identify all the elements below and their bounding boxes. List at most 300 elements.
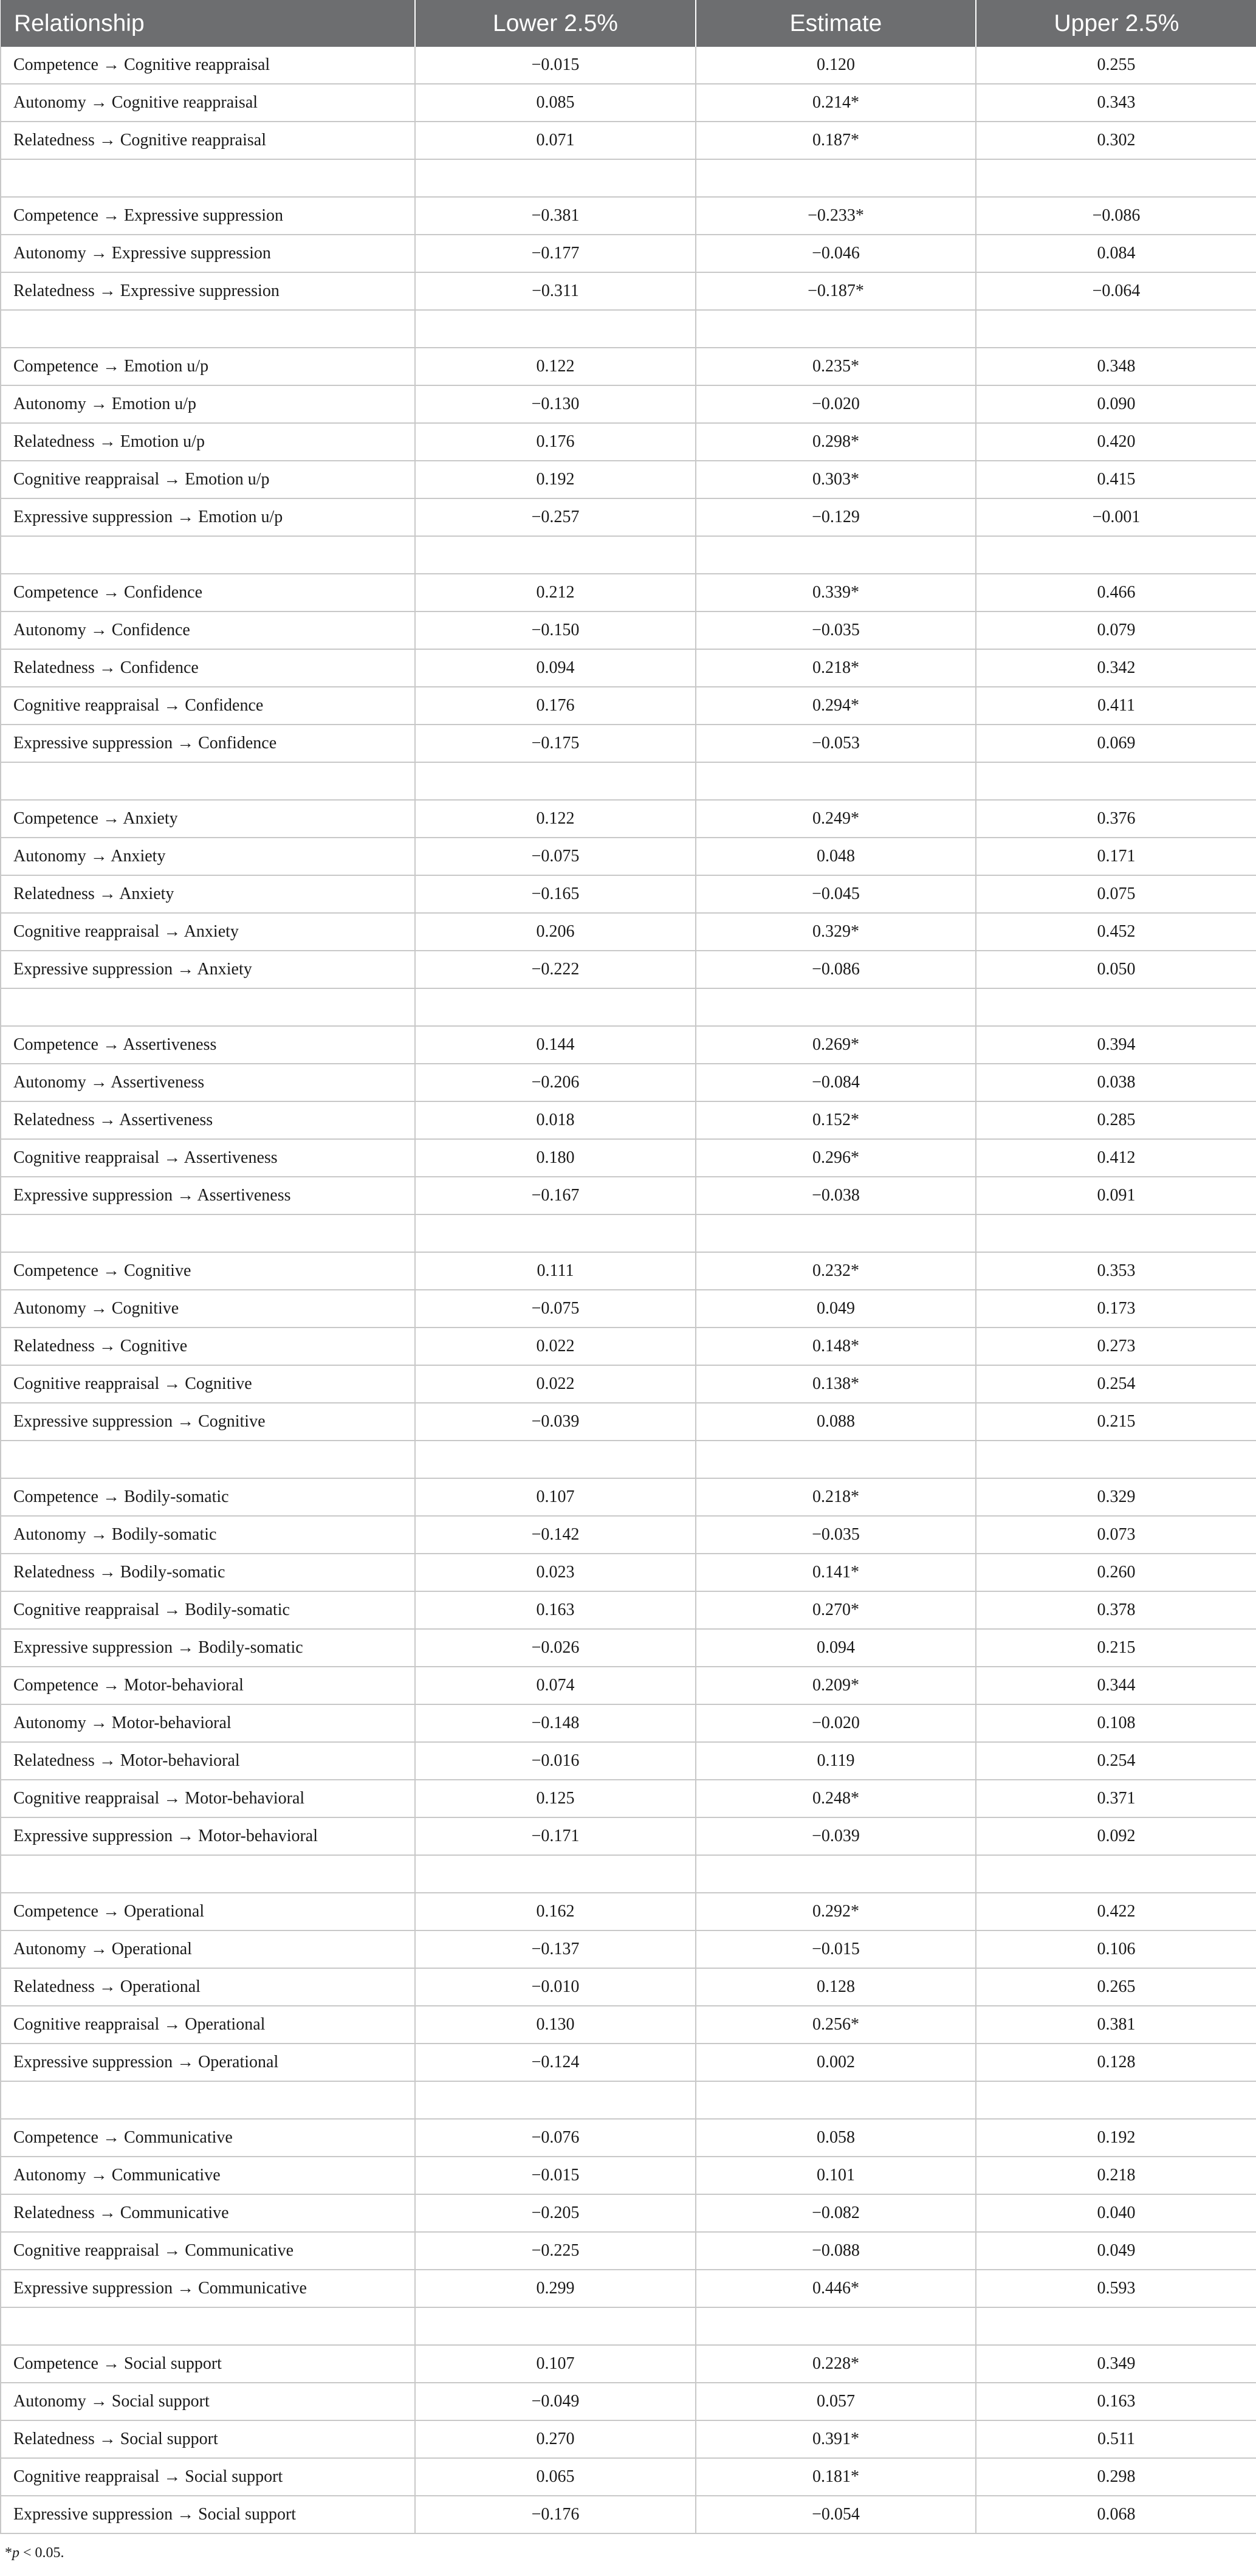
table-row	[1, 2006, 1256, 2044]
table-row	[1, 1139, 1256, 1177]
upper-cell: 0.343	[976, 84, 1256, 122]
estimate-cell: 0.138*	[696, 1365, 976, 1403]
estimate-cell: −0.086	[696, 951, 976, 988]
relationship-cell: Relatedness → Expressive suppression	[1, 272, 415, 310]
upper-cell: 0.050	[976, 951, 1256, 988]
relationship-cell: Relatedness → Social support	[1, 2420, 415, 2458]
upper-cell: 0.192	[976, 2119, 1256, 2157]
upper-cell: 0.091	[976, 1177, 1256, 1214]
upper-cell: 0.298	[976, 2458, 1256, 2496]
relationship-cell: Expressive suppression → Social support	[1, 2496, 415, 2533]
lower-cell: −0.175	[415, 725, 696, 762]
upper-cell: 0.254	[976, 1365, 1256, 1403]
lower-cell: −0.311	[415, 272, 696, 310]
lower-cell: −0.137	[415, 1930, 696, 1968]
empty-cell	[696, 762, 976, 800]
upper-cell: 0.348	[976, 348, 1256, 385]
relationship-cell: Autonomy → Social support	[1, 2383, 415, 2420]
relationship-cell: Autonomy → Cognitive reappraisal	[1, 84, 415, 122]
relationship-cell: Competence → Operational	[1, 1893, 415, 1930]
estimate-cell: −0.015	[696, 1930, 976, 1968]
empty-cell	[696, 536, 976, 574]
estimate-cell: 0.228*	[696, 2345, 976, 2383]
upper-cell: 0.378	[976, 1591, 1256, 1629]
estimate-cell: 0.187*	[696, 122, 976, 159]
empty-cell	[696, 1214, 976, 1252]
relationship-cell: Relatedness → Bodily-somatic	[1, 1554, 415, 1591]
empty-cell	[976, 310, 1256, 348]
relationship-cell: Competence → Bodily-somatic	[1, 1478, 415, 1516]
group-separator-row	[1, 762, 1256, 800]
empty-cell	[415, 1441, 696, 1478]
table-row	[1, 461, 1256, 498]
lower-cell: 0.212	[415, 574, 696, 611]
estimate-cell: 0.270*	[696, 1591, 976, 1629]
table-row	[1, 1893, 1256, 1930]
empty-cell	[415, 536, 696, 574]
table-row	[1, 1554, 1256, 1591]
upper-cell: 0.073	[976, 1516, 1256, 1554]
estimate-cell: −0.053	[696, 725, 976, 762]
upper-cell: 0.218	[976, 2157, 1256, 2194]
group-separator-row	[1, 310, 1256, 348]
estimate-cell: 0.181*	[696, 2458, 976, 2496]
estimate-cell: 0.256*	[696, 2006, 976, 2044]
estimate-cell: 0.249*	[696, 800, 976, 838]
lower-cell: −0.076	[415, 2119, 696, 2157]
empty-cell	[976, 762, 1256, 800]
estimate-cell: −0.038	[696, 1177, 976, 1214]
upper-cell: 0.302	[976, 122, 1256, 159]
lower-cell: 0.085	[415, 84, 696, 122]
upper-cell: 0.285	[976, 1101, 1256, 1139]
empty-cell	[415, 2081, 696, 2119]
estimate-cell: 0.088	[696, 1403, 976, 1441]
lower-cell: −0.010	[415, 1968, 696, 2006]
relationship-cell: Expressive suppression → Confidence	[1, 725, 415, 762]
relationship-cell: Cognitive reappraisal → Social support	[1, 2458, 415, 2496]
table-row	[1, 2270, 1256, 2307]
lower-cell: 0.176	[415, 423, 696, 461]
lower-cell: 0.122	[415, 800, 696, 838]
estimate-cell: 0.218*	[696, 1478, 976, 1516]
empty-cell	[1, 762, 415, 800]
upper-cell: 0.593	[976, 2270, 1256, 2307]
table-row	[1, 1704, 1256, 1742]
group-separator-row	[1, 1214, 1256, 1252]
relationship-cell: Autonomy → Communicative	[1, 2157, 415, 2194]
relationship-cell: Cognitive reappraisal → Operational	[1, 2006, 415, 2044]
upper-cell: 0.106	[976, 1930, 1256, 1968]
relationship-cell: Cognitive reappraisal → Confidence	[1, 687, 415, 725]
empty-cell	[415, 1214, 696, 1252]
lower-cell: −0.167	[415, 1177, 696, 1214]
estimate-cell: 0.446*	[696, 2270, 976, 2307]
relationship-cell: Competence → Motor-behavioral	[1, 1667, 415, 1704]
lower-cell: 0.163	[415, 1591, 696, 1629]
relationship-cell: Expressive suppression → Emotion u/p	[1, 498, 415, 536]
upper-cell: −0.064	[976, 272, 1256, 310]
table-row	[1, 2345, 1256, 2383]
upper-cell: 0.412	[976, 1139, 1256, 1177]
estimate-cell: 0.094	[696, 1629, 976, 1667]
table-row	[1, 1290, 1256, 1328]
lower-cell: −0.130	[415, 385, 696, 423]
relationship-cell: Autonomy → Motor-behavioral	[1, 1704, 415, 1742]
empty-cell	[976, 1855, 1256, 1893]
lower-cell: −0.124	[415, 2044, 696, 2081]
lower-cell: −0.016	[415, 1742, 696, 1780]
lower-cell: −0.026	[415, 1629, 696, 1667]
upper-cell: 0.371	[976, 1780, 1256, 1817]
lower-cell: −0.150	[415, 611, 696, 649]
estimate-cell: 0.148*	[696, 1328, 976, 1365]
empty-cell	[1, 988, 415, 1026]
table-row	[1, 1101, 1256, 1139]
upper-cell: 0.069	[976, 725, 1256, 762]
lower-cell: 0.094	[415, 649, 696, 687]
empty-cell	[1, 1441, 415, 1478]
lower-cell: 0.065	[415, 2458, 696, 2496]
estimate-cell: 0.303*	[696, 461, 976, 498]
upper-cell: 0.260	[976, 1554, 1256, 1591]
lower-cell: −0.015	[415, 47, 696, 84]
empty-cell	[415, 762, 696, 800]
table-row	[1, 47, 1256, 84]
group-separator-row	[1, 2081, 1256, 2119]
estimate-cell: −0.088	[696, 2232, 976, 2270]
lower-cell: −0.039	[415, 1403, 696, 1441]
group-separator-row	[1, 1441, 1256, 1478]
upper-cell: 0.215	[976, 1629, 1256, 1667]
relationship-cell: Cognitive reappraisal → Bodily-somatic	[1, 1591, 415, 1629]
upper-cell: 0.466	[976, 574, 1256, 611]
upper-cell: 0.038	[976, 1064, 1256, 1101]
relationship-cell: Expressive suppression → Cognitive	[1, 1403, 415, 1441]
lower-cell: −0.205	[415, 2194, 696, 2232]
lower-cell: 0.022	[415, 1328, 696, 1365]
estimate-cell: 0.218*	[696, 649, 976, 687]
upper-cell: 0.079	[976, 611, 1256, 649]
upper-cell: 0.254	[976, 1742, 1256, 1780]
upper-cell: 0.108	[976, 1704, 1256, 1742]
relationship-cell: Cognitive reappraisal → Emotion u/p	[1, 461, 415, 498]
upper-cell: 0.415	[976, 461, 1256, 498]
empty-cell	[696, 1855, 976, 1893]
lower-cell: 0.299	[415, 2270, 696, 2307]
relationship-cell: Expressive suppression → Communicative	[1, 2270, 415, 2307]
relationship-cell: Expressive suppression → Assertiveness	[1, 1177, 415, 1214]
empty-cell	[976, 2307, 1256, 2345]
upper-cell: 0.215	[976, 1403, 1256, 1441]
table-row	[1, 1780, 1256, 1817]
empty-cell	[1, 2081, 415, 2119]
lower-cell: 0.206	[415, 913, 696, 951]
header-estimate: Estimate	[696, 0, 976, 47]
upper-cell: 0.265	[976, 1968, 1256, 2006]
upper-cell: 0.511	[976, 2420, 1256, 2458]
lower-cell: 0.122	[415, 348, 696, 385]
estimate-cell: 0.120	[696, 47, 976, 84]
estimate-cell: −0.020	[696, 1704, 976, 1742]
empty-cell	[976, 536, 1256, 574]
upper-cell: 0.342	[976, 649, 1256, 687]
upper-cell: 0.353	[976, 1252, 1256, 1290]
lower-cell: 0.180	[415, 1139, 696, 1177]
group-separator-row	[1, 2307, 1256, 2345]
upper-cell: 0.273	[976, 1328, 1256, 1365]
table-row	[1, 1629, 1256, 1667]
estimate-cell: −0.129	[696, 498, 976, 536]
estimate-cell: 0.329*	[696, 913, 976, 951]
upper-cell: 0.171	[976, 838, 1256, 875]
table-row	[1, 272, 1256, 310]
lower-cell: 0.270	[415, 2420, 696, 2458]
table-row	[1, 649, 1256, 687]
group-separator-row	[1, 1855, 1256, 1893]
estimate-cell: 0.209*	[696, 1667, 976, 1704]
relationship-cell: Cognitive reappraisal → Motor-behavioral	[1, 1780, 415, 1817]
table-row	[1, 1252, 1256, 1290]
estimate-cell: 0.002	[696, 2044, 976, 2081]
table-row	[1, 800, 1256, 838]
lower-cell: 0.074	[415, 1667, 696, 1704]
relationship-cell: Competence → Communicative	[1, 2119, 415, 2157]
upper-cell: 0.329	[976, 1478, 1256, 1516]
estimate-cell: 0.248*	[696, 1780, 976, 1817]
upper-cell: 0.394	[976, 1026, 1256, 1064]
estimate-cell: 0.339*	[696, 574, 976, 611]
relationship-cell: Relatedness → Confidence	[1, 649, 415, 687]
relationship-cell: Relatedness → Cognitive reappraisal	[1, 122, 415, 159]
lower-cell: −0.142	[415, 1516, 696, 1554]
lower-cell: 0.125	[415, 1780, 696, 1817]
upper-cell: 0.349	[976, 2345, 1256, 2383]
estimate-cell: −0.020	[696, 385, 976, 423]
lower-cell: −0.015	[415, 2157, 696, 2194]
lower-cell: −0.049	[415, 2383, 696, 2420]
relationship-cell: Competence → Confidence	[1, 574, 415, 611]
empty-cell	[976, 1441, 1256, 1478]
empty-cell	[696, 988, 976, 1026]
relationship-cell: Cognitive reappraisal → Assertiveness	[1, 1139, 415, 1177]
table-row	[1, 1742, 1256, 1780]
table-row	[1, 1328, 1256, 1365]
lower-cell: −0.257	[415, 498, 696, 536]
estimate-cell: −0.082	[696, 2194, 976, 2232]
empty-cell	[1, 1855, 415, 1893]
header-lower: Lower 2.5%	[415, 0, 696, 47]
upper-cell: 0.344	[976, 1667, 1256, 1704]
table-row	[1, 687, 1256, 725]
table-row	[1, 423, 1256, 461]
lower-cell: 0.023	[415, 1554, 696, 1591]
group-separator-row	[1, 536, 1256, 574]
estimate-cell: 0.057	[696, 2383, 976, 2420]
estimate-cell: 0.269*	[696, 1026, 976, 1064]
table-row	[1, 385, 1256, 423]
relationship-cell: Competence → Anxiety	[1, 800, 415, 838]
estimate-cell: 0.214*	[696, 84, 976, 122]
lower-cell: −0.381	[415, 197, 696, 235]
table-row	[1, 2458, 1256, 2496]
header-relationship: Relationship	[1, 0, 415, 47]
estimate-cell: 0.235*	[696, 348, 976, 385]
table-row	[1, 197, 1256, 235]
upper-cell: 0.084	[976, 235, 1256, 272]
upper-cell: 0.128	[976, 2044, 1256, 2081]
table-row	[1, 1403, 1256, 1441]
upper-cell: 0.255	[976, 47, 1256, 84]
estimate-cell: 0.119	[696, 1742, 976, 1780]
table-row	[1, 2157, 1256, 2194]
lower-cell: 0.022	[415, 1365, 696, 1403]
estimate-cell: −0.045	[696, 875, 976, 913]
lower-cell: −0.075	[415, 838, 696, 875]
relationship-cell: Autonomy → Operational	[1, 1930, 415, 1968]
lower-cell: 0.018	[415, 1101, 696, 1139]
upper-cell: 0.381	[976, 2006, 1256, 2044]
estimate-cell: 0.296*	[696, 1139, 976, 1177]
estimate-cell: −0.187*	[696, 272, 976, 310]
empty-cell	[976, 1214, 1256, 1252]
lower-cell: −0.165	[415, 875, 696, 913]
upper-cell: 0.075	[976, 875, 1256, 913]
table-row	[1, 913, 1256, 951]
relationship-cell: Competence → Cognitive reappraisal	[1, 47, 415, 84]
lower-cell: 0.107	[415, 1478, 696, 1516]
lower-cell: 0.162	[415, 1893, 696, 1930]
empty-cell	[415, 310, 696, 348]
empty-cell	[696, 2081, 976, 2119]
empty-cell	[696, 2307, 976, 2345]
lower-cell: 0.111	[415, 1252, 696, 1290]
empty-cell	[696, 310, 976, 348]
relationship-cell: Relatedness → Emotion u/p	[1, 423, 415, 461]
upper-cell: 0.049	[976, 2232, 1256, 2270]
header-row	[1, 0, 1256, 47]
relationship-cell: Relatedness → Assertiveness	[1, 1101, 415, 1139]
relationship-cell: Relatedness → Communicative	[1, 2194, 415, 2232]
empty-cell	[1, 2307, 415, 2345]
empty-cell	[415, 1855, 696, 1893]
lower-cell: −0.075	[415, 1290, 696, 1328]
table-row	[1, 1968, 1256, 2006]
relationship-cell: Competence → Expressive suppression	[1, 197, 415, 235]
relationship-cell: Autonomy → Cognitive	[1, 1290, 415, 1328]
table-row	[1, 1478, 1256, 1516]
lower-cell: −0.225	[415, 2232, 696, 2270]
relationship-cell: Autonomy → Emotion u/p	[1, 385, 415, 423]
lower-cell: 0.071	[415, 122, 696, 159]
relationship-cell: Expressive suppression → Bodily-somatic	[1, 1629, 415, 1667]
relationship-cell: Expressive suppression → Operational	[1, 2044, 415, 2081]
estimate-cell: 0.141*	[696, 1554, 976, 1591]
upper-cell: 0.411	[976, 687, 1256, 725]
empty-cell	[1, 159, 415, 197]
table-row	[1, 2383, 1256, 2420]
relationship-cell: Autonomy → Confidence	[1, 611, 415, 649]
empty-cell	[1, 310, 415, 348]
upper-cell: 0.163	[976, 2383, 1256, 2420]
table-row	[1, 2496, 1256, 2533]
relationship-cell: Competence → Cognitive	[1, 1252, 415, 1290]
empty-cell	[696, 1441, 976, 1478]
estimate-cell: −0.233*	[696, 197, 976, 235]
estimate-cell: −0.046	[696, 235, 976, 272]
empty-cell	[976, 159, 1256, 197]
estimate-cell: 0.101	[696, 2157, 976, 2194]
upper-cell: 0.092	[976, 1817, 1256, 1855]
upper-cell: 0.040	[976, 2194, 1256, 2232]
upper-cell: −0.086	[976, 197, 1256, 235]
upper-cell: 0.420	[976, 423, 1256, 461]
relationship-cell: Expressive suppression → Anxiety	[1, 951, 415, 988]
table-row	[1, 1064, 1256, 1101]
relationship-cell: Autonomy → Expressive suppression	[1, 235, 415, 272]
relationship-cell: Autonomy → Bodily-somatic	[1, 1516, 415, 1554]
upper-cell: 0.452	[976, 913, 1256, 951]
table-row	[1, 1930, 1256, 1968]
lower-cell: −0.206	[415, 1064, 696, 1101]
estimate-cell: 0.292*	[696, 1893, 976, 1930]
estimate-cell: −0.039	[696, 1817, 976, 1855]
upper-cell: 0.173	[976, 1290, 1256, 1328]
estimate-cell: 0.391*	[696, 2420, 976, 2458]
table-row	[1, 875, 1256, 913]
lower-cell: 0.130	[415, 2006, 696, 2044]
table-row	[1, 1817, 1256, 1855]
table-row	[1, 1365, 1256, 1403]
upper-cell: 0.090	[976, 385, 1256, 423]
estimate-cell: −0.035	[696, 611, 976, 649]
empty-cell	[415, 159, 696, 197]
relationship-cell: Autonomy → Assertiveness	[1, 1064, 415, 1101]
empty-cell	[976, 988, 1256, 1026]
upper-cell: −0.001	[976, 498, 1256, 536]
relationship-cell: Cognitive reappraisal → Cognitive	[1, 1365, 415, 1403]
estimate-cell: 0.128	[696, 1968, 976, 2006]
table-row	[1, 2119, 1256, 2157]
lower-cell: −0.171	[415, 1817, 696, 1855]
upper-cell: 0.376	[976, 800, 1256, 838]
footnote: *p < 0.05.	[5, 2545, 64, 2561]
relationship-cell: Cognitive reappraisal → Communicative	[1, 2232, 415, 2270]
lower-cell: 0.176	[415, 687, 696, 725]
estimate-cell: 0.298*	[696, 423, 976, 461]
relationship-cell: Autonomy → Anxiety	[1, 838, 415, 875]
estimate-cell: 0.058	[696, 2119, 976, 2157]
table-row	[1, 951, 1256, 988]
estimate-cell: −0.035	[696, 1516, 976, 1554]
table-body	[1, 47, 1256, 2533]
group-separator-row	[1, 988, 1256, 1026]
table-row	[1, 2044, 1256, 2081]
group-separator-row	[1, 159, 1256, 197]
table-row	[1, 1177, 1256, 1214]
lower-cell: −0.177	[415, 235, 696, 272]
upper-cell: 0.422	[976, 1893, 1256, 1930]
relationship-cell: Relatedness → Anxiety	[1, 875, 415, 913]
lower-cell: −0.176	[415, 2496, 696, 2533]
lower-cell: −0.222	[415, 951, 696, 988]
header-upper: Upper 2.5%	[976, 0, 1256, 47]
empty-cell	[415, 988, 696, 1026]
estimate-cell: 0.152*	[696, 1101, 976, 1139]
lower-cell: 0.107	[415, 2345, 696, 2383]
empty-cell	[1, 1214, 415, 1252]
estimate-cell: 0.049	[696, 1290, 976, 1328]
